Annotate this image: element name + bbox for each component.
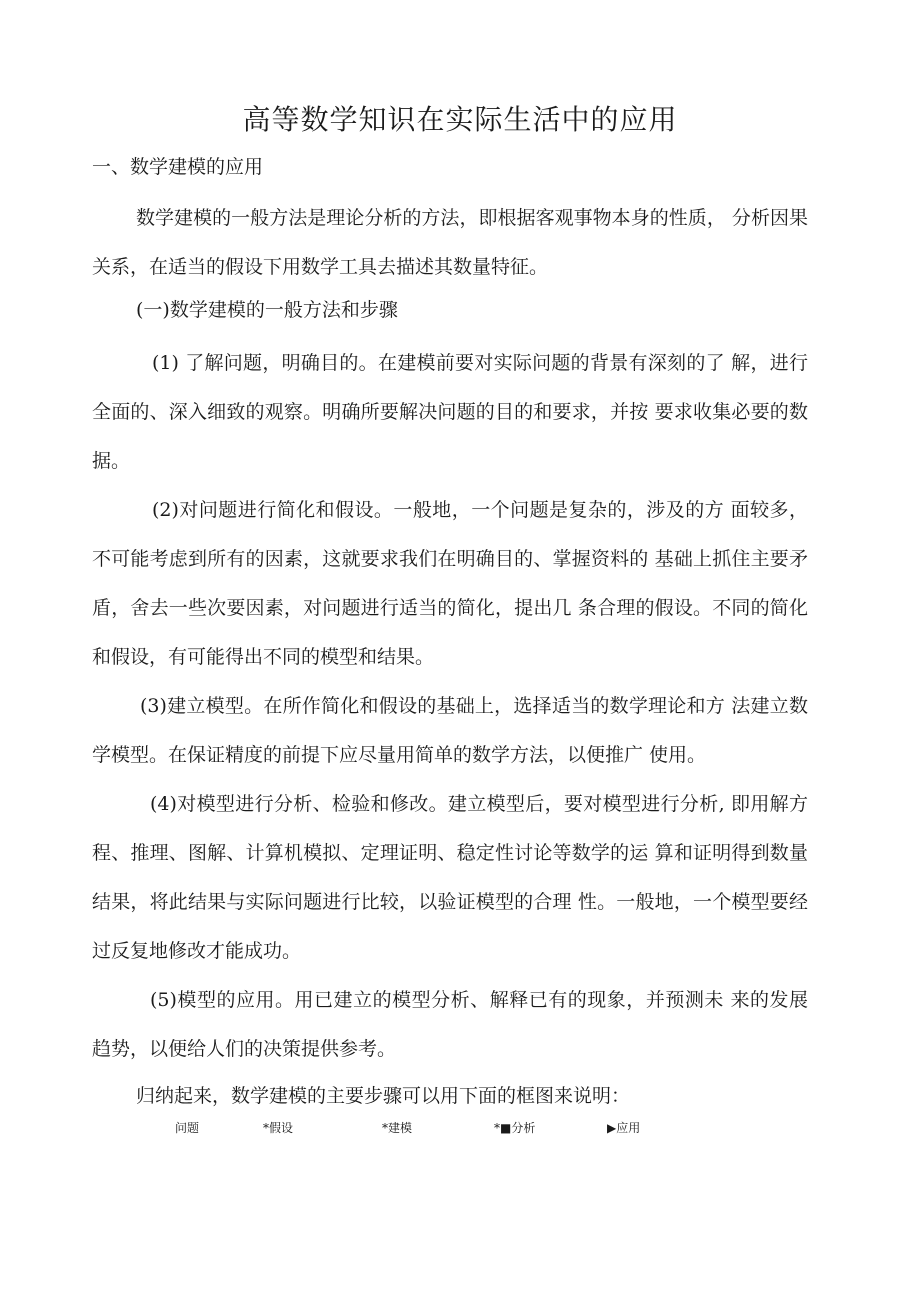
flow-diagram <box>0 1118 920 1142</box>
intro-paragraph: 数学建模的一般方法是理论分析的方法，即根据客观事物本身的性质， 分析因果关系，在适当的假设下用数学工具去描述其数量特征。 <box>92 207 808 278</box>
flow-step-application: ▶应用 <box>607 1121 641 1135</box>
section-heading: 一、数学建模的应用 <box>92 156 264 178</box>
step-paragraph-4: (4)对模型进行分析、检验和修改。建立模型后，要对模型进行分析, 即用解方程、推理、图解、计算机模拟、定理证明、稳定性讨论等数学的运 算和证明得到数量结果，将此结果与实际问题进行比较，以验证模型的合理 性。一般地，一个模型要经过反复地修改才能成功。 <box>92 793 808 962</box>
flow-step-problem: 问题 <box>175 1121 200 1135</box>
step-paragraph-1: (1) 了解问题，明确目的。在建模前要对实际问题的背景有深刻的了 解，进行全面的、深入细致的观察。明确所要解决问题的目的和要求，并按 要求收集必要的数据。 <box>92 352 808 472</box>
flow-step-analysis: *■分析 <box>494 1121 536 1135</box>
step-paragraph-2: (2)对问题进行简化和假设。一般地，一个问题是复杂的，涉及的方 面较多，不可能考虑到所有的因素，这就要求我们在明确目的、掌握资料的 基础上抓住主要矛盾，舍去一些次要因素，对问题进行适当的简化，提出几 条合理的假设。不同的简化和假设，有可能得出不同的模型和结果。 <box>92 499 808 668</box>
step-paragraph-3: (3)建立模型。在所作简化和假设的基础上，选择适当的数学理论和方 法建立数学模型。在保证精度的前提下应尽量用简单的数学方法，以便推广 使用。 <box>92 695 808 766</box>
flow-step-modeling: *建模 <box>382 1121 413 1135</box>
document-title: 高等数学知识在实际生活中的应用 <box>242 103 678 136</box>
summary-paragraph: 归纳起来，数学建模的主要步骤可以用下面的框图来说明： <box>136 1085 631 1107</box>
flow-step-assumption: *假设 <box>263 1121 294 1135</box>
step-paragraph-5: (5)模型的应用。用已建立的模型分析、解释已有的现象，并预测未 来的发展趋势，以便给人们的决策提供参考。 <box>92 989 808 1060</box>
subsection-heading: (一)数学建模的一般方法和步骤 <box>136 299 398 321</box>
